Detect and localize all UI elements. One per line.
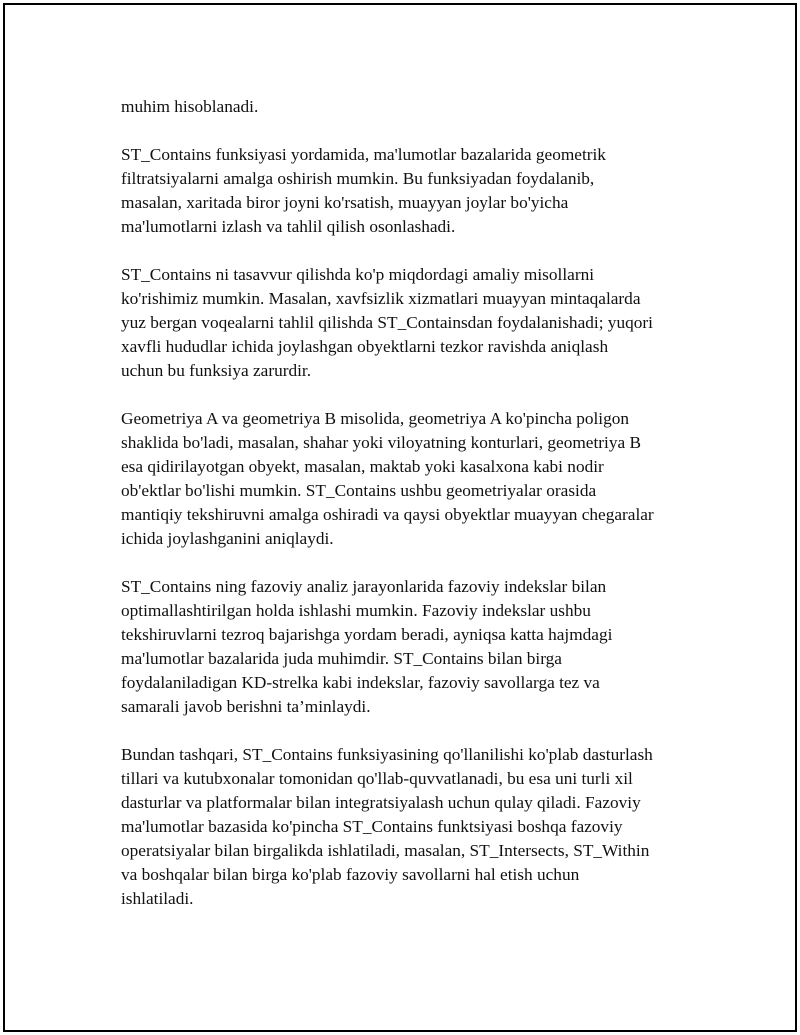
text-line: tillari va kutubxonalar tomonidan qo'llab-quvvatlanadi, bu esa uni turli xil [121,769,633,788]
text-line: ma'lumotlarni izlash va tahlil qilish osonlashadi. [121,217,456,236]
page-border [3,3,797,1032]
text-line: Bundan tashqari, ST_Contains funksiyasining qo'llanilishi ko'plab dasturlash [121,745,653,764]
text-line: ob'ektlar bo'lishi mumkin. ST_Contains ushbu geometriyalar orasida [121,481,597,500]
text-line: xavfli hududlar ichida joylashgan obyektlarni tezkor ravishda aniqlash [121,337,609,356]
paragraph-4 [121,407,701,551]
text-line: shaklida bo'ladi, masalan, shahar yoki viloyatning konturlari, geometriya B [121,433,641,452]
text-line: samarali javob berishni ta’minlaydi. [121,697,371,716]
paragraph-3 [121,263,701,383]
text-line: mantiqiy tekshiruvni amalga oshiradi va qaysi obyektlar muayyan chegaralar [121,505,654,524]
text-line: operatsiyalar bilan birgalikda ishlatiladi, masalan, ST_Intersects, ST_Within [121,841,650,860]
text-line: masalan, xaritada biror joyni ko'rsatish, muayyan joylar bo'yicha [121,193,569,212]
text-line: esa qidirilayotgan obyekt, masalan, maktab yoki kasalxona kabi nodir [121,457,604,476]
text-line: ST_Contains funksiyasi yordamida, ma'lumotlar bazalarida geometrik [121,145,606,164]
paragraph-6 [121,743,701,911]
text-line: muhim hisoblanadi. [121,97,259,116]
text-line: ma'lumotlar bazasida ko'pincha ST_Contains funktsiyasi boshqa fazoviy [121,817,623,836]
text-line: ST_Contains ning fazoviy analiz jarayonlarida fazoviy indekslar bilan [121,577,607,596]
text-line: ishlatiladi. [121,889,194,908]
text-line: va boshqalar bilan birga ko'plab fazoviy savollarni hal etish uchun [121,865,580,884]
text-line: Geometriya A va geometriya B misolida, geometriya A ko'pincha poligon [121,409,630,428]
text-line: dasturlar va platformalar bilan integratsiyalash uchun qulay qiladi. Fazoviy [121,793,641,812]
text-line: yuz bergan voqealarni tahlil qilishda ST_Containsdan foydalanishadi; yuqori [121,313,653,332]
text-line: ST_Contains ni tasavvur qilishda ko'p miqdordagi amaliy misollarni [121,265,595,284]
text-line: ko'rishimiz mumkin. Masalan, xavfsizlik xizmatlari muayyan mintaqalarda [121,289,641,308]
paragraph-1 [121,95,701,119]
text-line: ma'lumotlar bazalarida juda muhimdir. ST_Contains bilan birga [121,649,562,668]
paragraph-2 [121,143,701,239]
paragraph-5 [121,575,701,719]
text-line: filtratsiyalarni amalga oshirish mumkin. Bu funksiyadan foydalanib, [121,169,595,188]
text-line: uchun bu funksiya zarurdir. [121,361,312,380]
text-line: foydalaniladigan KD-strelka kabi indekslar, fazoviy savollarga tez va [121,673,600,692]
document-body [121,95,701,935]
text-line: ichida joylashganini aniqlaydi. [121,529,334,548]
text-line: tekshiruvlarni tezroq bajarishga yordam beradi, ayniqsa katta hajmdagi [121,625,613,644]
text-line: optimallashtirilgan holda ishlashi mumkin. Fazoviy indekslar ushbu [121,601,591,620]
